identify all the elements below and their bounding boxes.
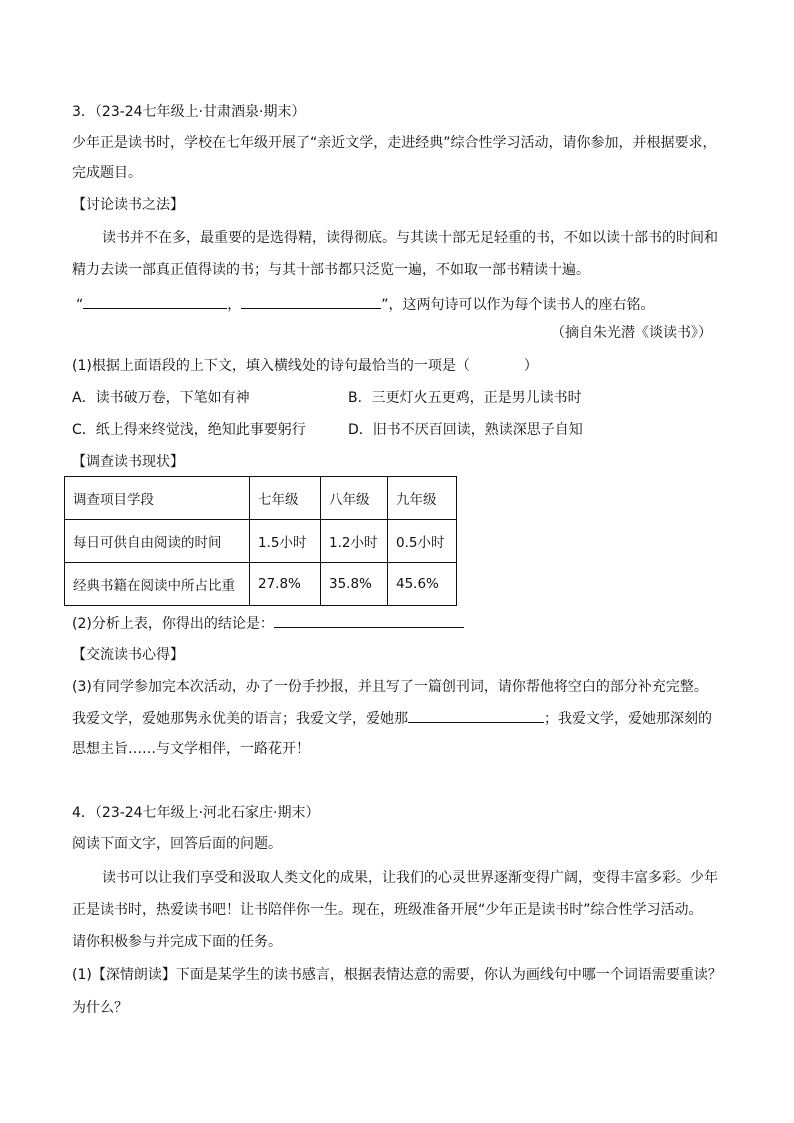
poem-blank-1[interactable] — [83, 294, 227, 309]
table-header-cell: 调查项目学段 — [65, 477, 250, 520]
section-title-discuss-methods: 【讨论读书之法】 — [72, 197, 184, 213]
q4-sub-question-1-line-2: 为什么？ — [72, 1000, 128, 1016]
section-title-share: 【交流读书心得】 — [72, 647, 184, 663]
option-c: C．纸上得来终觉浅，绝知此事要躬行 — [72, 422, 306, 438]
q4-passage-line-1: 读书可以让我们享受和汲取人类文化的成果，让我们的心灵世界逐渐变得广阔，变得丰富多彩。少年 — [102, 870, 718, 886]
table-cell: 每日可供自由阅读的时间 — [65, 520, 250, 563]
fill-in-answer-blank[interactable] — [408, 708, 544, 723]
q4-passage-line-3: 请你积极参与并完成下面的任务。 — [72, 934, 282, 950]
q4-passage-line-2: 正是读书时，热爱读书吧！让书陪伴你一生。现在，班级准备开展“少年正是读书时”综合性学习活动。 — [72, 902, 703, 918]
table-cell: 1.5小时 — [250, 520, 321, 563]
question-3-header: 3．（23-24七年级上·甘肃酒泉·期末） — [72, 104, 306, 120]
q3-intro-line-2: 完成题目。 — [72, 165, 142, 181]
conclusion-answer-blank[interactable] — [274, 613, 464, 628]
passage-source: （摘自朱光潜《谈读书》） — [551, 325, 712, 341]
table-cell: 1.2小时 — [321, 520, 388, 563]
quote-close: ”，这两句诗可以作为每个读书人的座右铭。 — [381, 297, 655, 313]
reading-survey-table — [64, 476, 457, 606]
quote-open: “ — [76, 297, 84, 313]
table-header-cell: 七年级 — [250, 477, 321, 520]
q3-sub-question-1 — [72, 356, 538, 376]
table-cell: 0.5小时 — [388, 520, 457, 563]
q4-sub-question-1: (1)【深情朗读】下面是某学生的读书感言，根据表情达意的需要，你认为画线句中哪一个词语需要重读？ — [72, 967, 722, 983]
table-header-cell: 八年级 — [321, 477, 388, 520]
sub-question-2-text: (2)分析上表，你得出的结论是： — [72, 616, 274, 632]
q3-fill-in-line-2: 思想主旨……与文学相伴，一路花开！ — [72, 741, 310, 757]
q3-passage-line-2: 精力去读一部真正值得读的书；与其十部书都只泛览一遍，不如取一部书精读十遍。 — [72, 262, 590, 278]
table-cell: 35.8% — [321, 563, 388, 606]
q4-instruction: 阅读下面文字，回答后面的问题。 — [72, 836, 282, 852]
fill-in-text-after: ；我爱文学，爱她那深刻的 — [544, 711, 712, 727]
option-d: D．旧书不厌百回读，熟读深思子自知 — [348, 422, 583, 438]
quote-comma: ， — [227, 297, 242, 313]
sub-question-1-text: (1)根据上面语段的上下文，填入横线处的诗句最恰当的一项是（ — [72, 358, 470, 374]
table-header-cell: 九年级 — [388, 477, 457, 520]
q3-quote-line — [76, 294, 655, 315]
poem-blank-2[interactable] — [241, 294, 381, 309]
section-title-survey: 【调查读书现状】 — [72, 454, 184, 470]
table-cell: 45.6% — [388, 563, 457, 606]
closing-parenthesis: ） — [523, 358, 538, 374]
q3-fill-in-line — [72, 708, 712, 729]
fill-in-text-before: 我爱文学，爱她那隽永优美的语言；我爱文学，爱她那 — [72, 711, 408, 727]
table-header-row — [65, 477, 457, 520]
option-a: A．读书破万卷，下笔如有神 — [72, 390, 250, 406]
q3-intro-line-1: 少年正是读书时，学校在七年级开展了“亲近文学，走进经典”综合性学习活动，请你参加，并根据要求， — [72, 135, 717, 151]
question-4-header: 4．（23-24七年级上·河北石家庄·期末） — [72, 805, 320, 821]
option-b: B．三更灯火五更鸡，正是男儿读书时 — [348, 390, 582, 406]
q3-sub-question-3: (3)有同学参加完本次活动，办了一份手抄报，并且写了一篇创刊词，请你帮他将空白的部分补充完整。 — [72, 679, 708, 695]
q3-sub-question-2 — [72, 613, 464, 634]
table-row — [65, 563, 457, 606]
q3-passage-line-1: 读书并不在多，最重要的是选得精，读得彻底。与其读十部无足轻重的书，不如以读十部书的时间和 — [102, 230, 718, 246]
table-cell: 经典书籍在阅读中所占比重 — [65, 563, 250, 606]
table-row — [65, 520, 457, 563]
table-cell: 27.8% — [250, 563, 321, 606]
